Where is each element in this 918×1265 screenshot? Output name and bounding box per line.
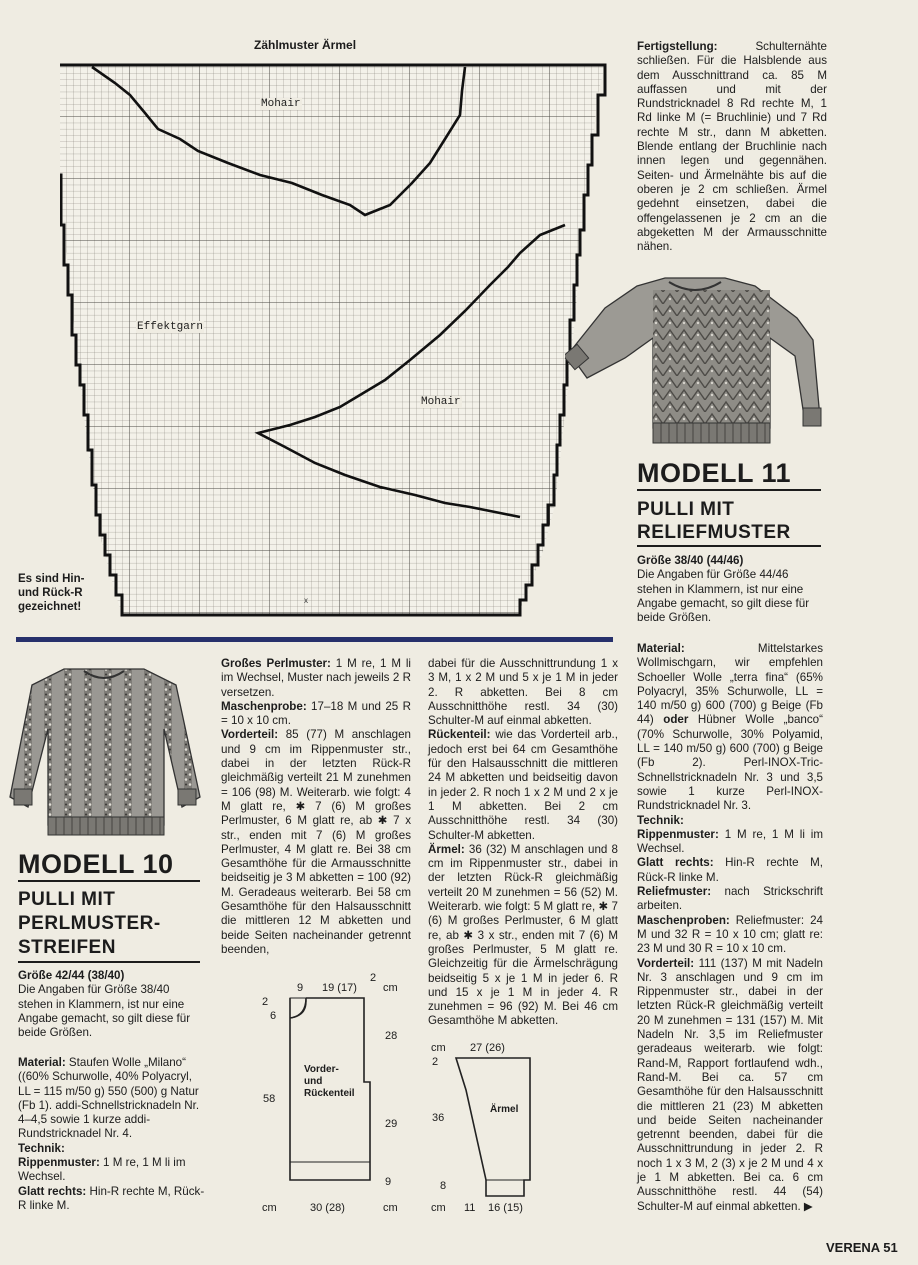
sleeve-dim-8: 8 [440, 1180, 447, 1192]
modell-11-rule-2 [637, 545, 821, 547]
column-2-instructions: Großes Perlmuster: 1 M re, 1 M li im Wechsel, Muster nach jeweils 2 R versetzen. Maschenprobe: 17–18 M und 25 R = 10 x 10 cm. Vorderteil: 85 (77) M anschlagen und 9 cm im Rippenmuster str., dabei in der letzten Rück-R gleichmäßig verteilt 21 M zunehmen = 106 (98) M. Weiterarb. wie folgt: 4 M glatt re, ✱ 7 (6) M großes Perlmuster, 6 M glatt re, ab ✱ 7 x str., enden mit 7 (6) M großes Perlmuster, 4 M glatt re. Bei 38 cm Gesamthöhe für die Armausschnitte beidseitig je 3 M abketten = 100 (92) M. Geradeaus weiterarb. Bei 58 cm Gesamthöhe für den Halsausschnitt die mittleren 12 M abketten und beide Seiten nacheinander getrennt beenden, [221, 657, 411, 956]
body-dim-cm-bottom-left: cm [262, 1202, 277, 1214]
body-dim-58: 58 [263, 1093, 276, 1105]
body-label: Vorder- und Rückenteil [304, 1064, 355, 1099]
modell-10-rule-2 [18, 961, 200, 963]
modell-10-size: Größe 42/44 (38/40) Die Angaben für Größe 38/40 stehen in Klammern, ist nur eine Angabe gemacht, so gilt diese für beide Größen. [18, 969, 191, 1040]
modell-10-subtitle-2: PERLMUSTER- [18, 913, 161, 934]
label-mohair-top: Mohair [261, 98, 301, 110]
body-dim-29: 29 [385, 1118, 398, 1130]
body-dim-2-top: 2 [370, 972, 377, 984]
modell-10-sweater-illustration [4, 657, 209, 839]
body-dim-cm: cm [383, 982, 398, 994]
sleeve-dim-27: 27 (26) [470, 1042, 505, 1054]
sleeve-chart [60, 55, 620, 630]
sleeve-dim-11: 11 [464, 1202, 476, 1214]
sleeve-dim-cm-top: cm [431, 1042, 446, 1054]
chart-note: Es sind Hin- und Rück-R gezeichnet! [18, 573, 85, 613]
modell-10-material: Material: Staufen Wolle „Milano“ ((60% Schurwolle, 40% Polyacryl, LL = 115 m/50 g) 550 (500) g Natur (Fb 1). addi-Schnellstricknadeln Nr. 4–4,5 sowie 1 kurze addi-Rundstricknadel Nr. 4. Technik: Rippenmuster: 1 M re, 1 M li im Wechsel. Glatt rechts: Hin-R rechte M, Rück-R linke M. [18, 1056, 205, 1212]
sleeve-dim-16: 16 (15) [488, 1202, 523, 1214]
modell-11-instructions: Material: Mittelstarkes Wollmischgarn, wir empfehlen Schoeller Wolle „terra fina“ (65% Polyacryl, 35% Schurwolle, LL = 140 m/50 g) 600 (700) g Beige (Fb 44) oder Hübner Wolle „banco“ (70% Schurwolle, 30% Polyamid, LL = 140 m/50 g) 600 (700) g Beige (Fb 2). Perl-INOX-Tric-Schnellstricknadeln Nr. 3 und 3,5 sowie 1 kurze Perl-INOX-Rundstricknadel Nr. 3. Technik: Rippenmuster: 1 M re, 1 M li im Wechsel. Glatt rechts: Hin-R rechte M, Rück-R linke M. Reliefmuster: nach Strickschrift arbeiten. Maschenproben: Reliefmuster: 24 M und 32 R = 10 x 10 cm; glatt re: 23 M und 30 R = 10 x 10 cm. Vorderteil: 111 (137) M mit Nadeln Nr. 3 anschlagen und 9 cm im Rippenmuster str., dabei in der letzten Rück-R gleichmäßig verteilt 20 M zunehmen = 131 (157) M. Mit Nadeln Nr. 3,5 im Reliefmuster geradeaus weiterarb. wie folgt: Rand-M, Rapport fortlaufend wdh., Rand-M. Bei ca. 57 cm Gesamthöhe für den Halsausschnitt die mittleren 21 (23) M abketten und beide Seiten nacheinander getrennt beenden, dabei für die Ausschnittrundung in jeder 2. R noch 1 x 3 M, 2 (3) x je 2 M und 4 x je 1 M abketten. Bei ca. 6 cm Ausschnitthöhe restl. 44 (54) Schulter-M auf einmal abketten. ▶ [637, 642, 823, 1213]
body-dim-30: 30 (28) [310, 1202, 345, 1214]
label-mohair-mid: Mohair [421, 396, 461, 408]
chart-title: Zählmuster Ärmel [254, 38, 357, 52]
modell-11-subtitle-2: RELIEFMUSTER [637, 522, 791, 543]
body-dim-28: 28 [385, 1030, 398, 1042]
body-dim-9-right: 9 [385, 1176, 392, 1188]
sleeve-dim-cm-bottom: cm [431, 1202, 446, 1214]
sleeve-dim-36: 36 [432, 1112, 445, 1124]
body-dim-cm-bottom-right: cm [383, 1202, 398, 1214]
modell-10-subtitle-1: PULLI MIT [18, 889, 116, 910]
modell-10-title: MODELL 10 [18, 849, 174, 879]
modell-11-size: Größe 38/40 (44/46) Die Angaben für Größe 44/46 stehen in Klammern, ist nur eine Angabe gemacht, so gilt diese für beide Größen. [637, 554, 810, 625]
modell-10-rule [18, 880, 200, 882]
section-divider [16, 637, 613, 642]
modell-11-title: MODELL 11 [637, 458, 792, 488]
body-dim-2-left: 2 [262, 996, 269, 1008]
modell-10-subtitle-3: STREIFEN [18, 937, 116, 958]
body-dim-19: 19 (17) [322, 982, 357, 994]
body-dim-6: 6 [270, 1010, 277, 1022]
page-footer: VERENA 51 [826, 1240, 898, 1255]
modell-11-rule [637, 489, 821, 491]
chart-marker: x [304, 596, 308, 605]
body-dim-9: 9 [297, 982, 304, 994]
column-3-instructions: dabei für die Ausschnittrundung 1 x 3 M, 1 x 2 M und 5 x je 1 M in jeder 2. R abketten. Bei 8 cm Ausschnitthöhe restl. 34 (30) Schulter-M auf einmal abketten. Rückenteil: wie das Vorderteil arb., jedoch erst bei 64 cm Gesamthöhe für den Halsausschnitt die mittleren 24 M abketten und beidseitig davon in jeder 2. R noch 1 x 2 M und 2 x je 1 M abketten. Bei 2 cm Ausschnitthöhe restl. 34 (30) Schulter-M abketten. Ärmel: 36 (32) M anschlagen und 8 cm im Rippenmuster str., dabei in der letzten Rück-R gleichmäßig verteilt 20 M zunehmen = 56 (52) M. Weiterarb. wie folgt: 5 M glatt re, ✱ 7 (6) M großes Perlmuster, 6 M glatt re, ab ✱ 3 x str., enden mit 7 (6) M großes Perlmuster, 5 M glatt re. Gleichzeitig für die Ärmelschrägung beidseitig 5 x je 1 M in jeder 6. R und 15 x je 1 M in jeder 4. R zunehmen = 96 (92) M. Bei 46 cm Gesamthöhe M abketten. [428, 657, 618, 1028]
modell-11-sweater-illustration [565, 268, 825, 448]
body-schematic [278, 990, 388, 1210]
sleeve-dim-2: 2 [432, 1056, 439, 1068]
label-effektgarn: Effektgarn [137, 321, 204, 333]
fertigstellung-text: Fertigstellung: Schulternähte schließen. Für die Halsblende aus dem Ausschnittrand ca. 85 M auffassen und mit der Rundstricknadel 8 Rd rechte M, 1 Rd linke M (= Bruchlinie) und 7 Rd rechte M str., dann M abketten. Blende entlang der Bruchlinie nach innen legen und gegennähen. Seiten- und Ärmelnähte bis auf die oberen je 2 cm schließen. Ärmel gedehnt einsetzen, dabei die offengelassenen je 2 cm an die abgeketten M der Armausschnitte nähen. [637, 40, 827, 254]
sleeve-schematic [448, 1050, 548, 1200]
sleeve-label: Ärmel [490, 1104, 519, 1115]
modell-11-subtitle-1: PULLI MIT [637, 499, 735, 520]
